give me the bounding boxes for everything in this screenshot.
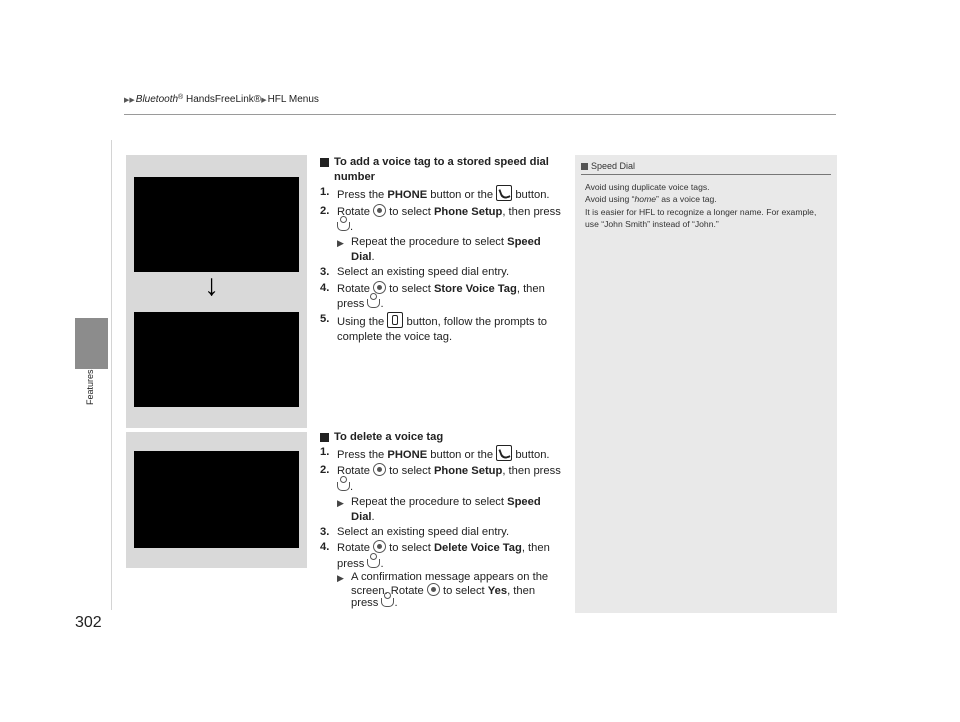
section-heading: To delete a voice tag — [320, 430, 565, 445]
page-number: 302 — [75, 614, 102, 631]
breadcrumb-reg: ® — [178, 94, 184, 101]
note-body — [575, 175, 837, 230]
interface-dial-icon — [373, 281, 386, 294]
interface-dial-icon — [373, 540, 386, 553]
margin-line — [111, 140, 112, 610]
step-2-sub: ▶ Repeat the procedure to select Speed Dial. — [320, 235, 565, 265]
arrow-right-icon: ▶ — [337, 238, 344, 249]
section-heading: To add a voice tag to a stored speed dial number — [320, 155, 565, 185]
chapter-tab[interactable] — [75, 318, 108, 369]
display-screenshot — [134, 177, 299, 272]
step-1: 1. Press the PHONE button or the button. — [320, 186, 550, 202]
step-4: 4. Rotate to select Store Voice Tag, then press . — [320, 281, 545, 310]
breadcrumb-hfl-menus: HFL Menus — [267, 94, 319, 105]
phone-button-icon — [496, 445, 512, 461]
arrow-right-icon: ▶ — [337, 497, 344, 508]
down-arrow-icon: ↓ — [204, 269, 219, 302]
add-voice-tag-steps — [320, 155, 565, 345]
press-dial-icon — [367, 299, 380, 308]
square-bullet-icon — [320, 433, 329, 442]
note-line: It is easier for HFL to recognize a longer name. For example, use “John Smith” instead of “John.” — [585, 206, 817, 229]
press-dial-icon — [337, 222, 350, 231]
figure-delete-panel — [126, 432, 307, 568]
breadcrumb-bluetooth: Bluetooth — [135, 94, 179, 105]
step-3: 3. Select an existing speed dial entry. — [320, 526, 510, 539]
step-3: 3. Select an existing speed dial entry. — [320, 266, 510, 279]
note-title: Speed Dial — [581, 161, 831, 175]
square-bullet-icon — [320, 158, 329, 167]
arrow-right-icon: ▶ — [337, 572, 344, 583]
figure-add-panel — [126, 155, 307, 428]
press-dial-icon — [367, 559, 380, 568]
note-bullet-icon — [581, 163, 588, 170]
step-1: 1. Press the PHONE button or the button. — [320, 446, 550, 462]
display-screenshot — [134, 312, 299, 407]
interface-dial-icon — [427, 583, 440, 596]
arrow-right-icon: ▶▶ — [124, 97, 135, 104]
header-rule — [124, 114, 836, 115]
step-2: 2. Rotate to select Phone Setup, then press . — [320, 464, 561, 493]
chapter-label: Features — [85, 369, 95, 405]
interface-dial-icon — [373, 463, 386, 476]
press-dial-icon — [337, 482, 350, 491]
note-line: Avoid using duplicate voice tags. — [585, 182, 710, 192]
interface-dial-icon — [373, 204, 386, 217]
phone-button-icon — [496, 185, 512, 201]
step-2-sub: ▶ Repeat the procedure to select Speed Dial. — [320, 495, 565, 525]
talk-button-icon — [387, 312, 403, 328]
arrow-right-icon: ▶ — [261, 97, 267, 104]
display-screenshot — [134, 451, 299, 548]
step-4-sub: ▶ A confirmation message appears on the screen. Rotate to select Yes, then press . — [337, 570, 549, 609]
breadcrumb-handsfreelink: HandsFreeLink® — [183, 94, 262, 105]
press-dial-icon — [381, 598, 394, 607]
step-5: 5. Using the button, follow the prompts to complete the voice tag. — [320, 313, 548, 344]
note-line: Avoid using “home” as a voice tag. — [585, 194, 717, 205]
step-2: 2. Rotate to select Phone Setup, then press . — [320, 204, 561, 233]
speed-dial-note — [575, 155, 837, 613]
step-4: 4. Rotate to select Delete Voice Tag, then press . — [320, 541, 550, 570]
breadcrumb — [124, 94, 319, 105]
delete-voice-tag-steps — [320, 430, 565, 609]
